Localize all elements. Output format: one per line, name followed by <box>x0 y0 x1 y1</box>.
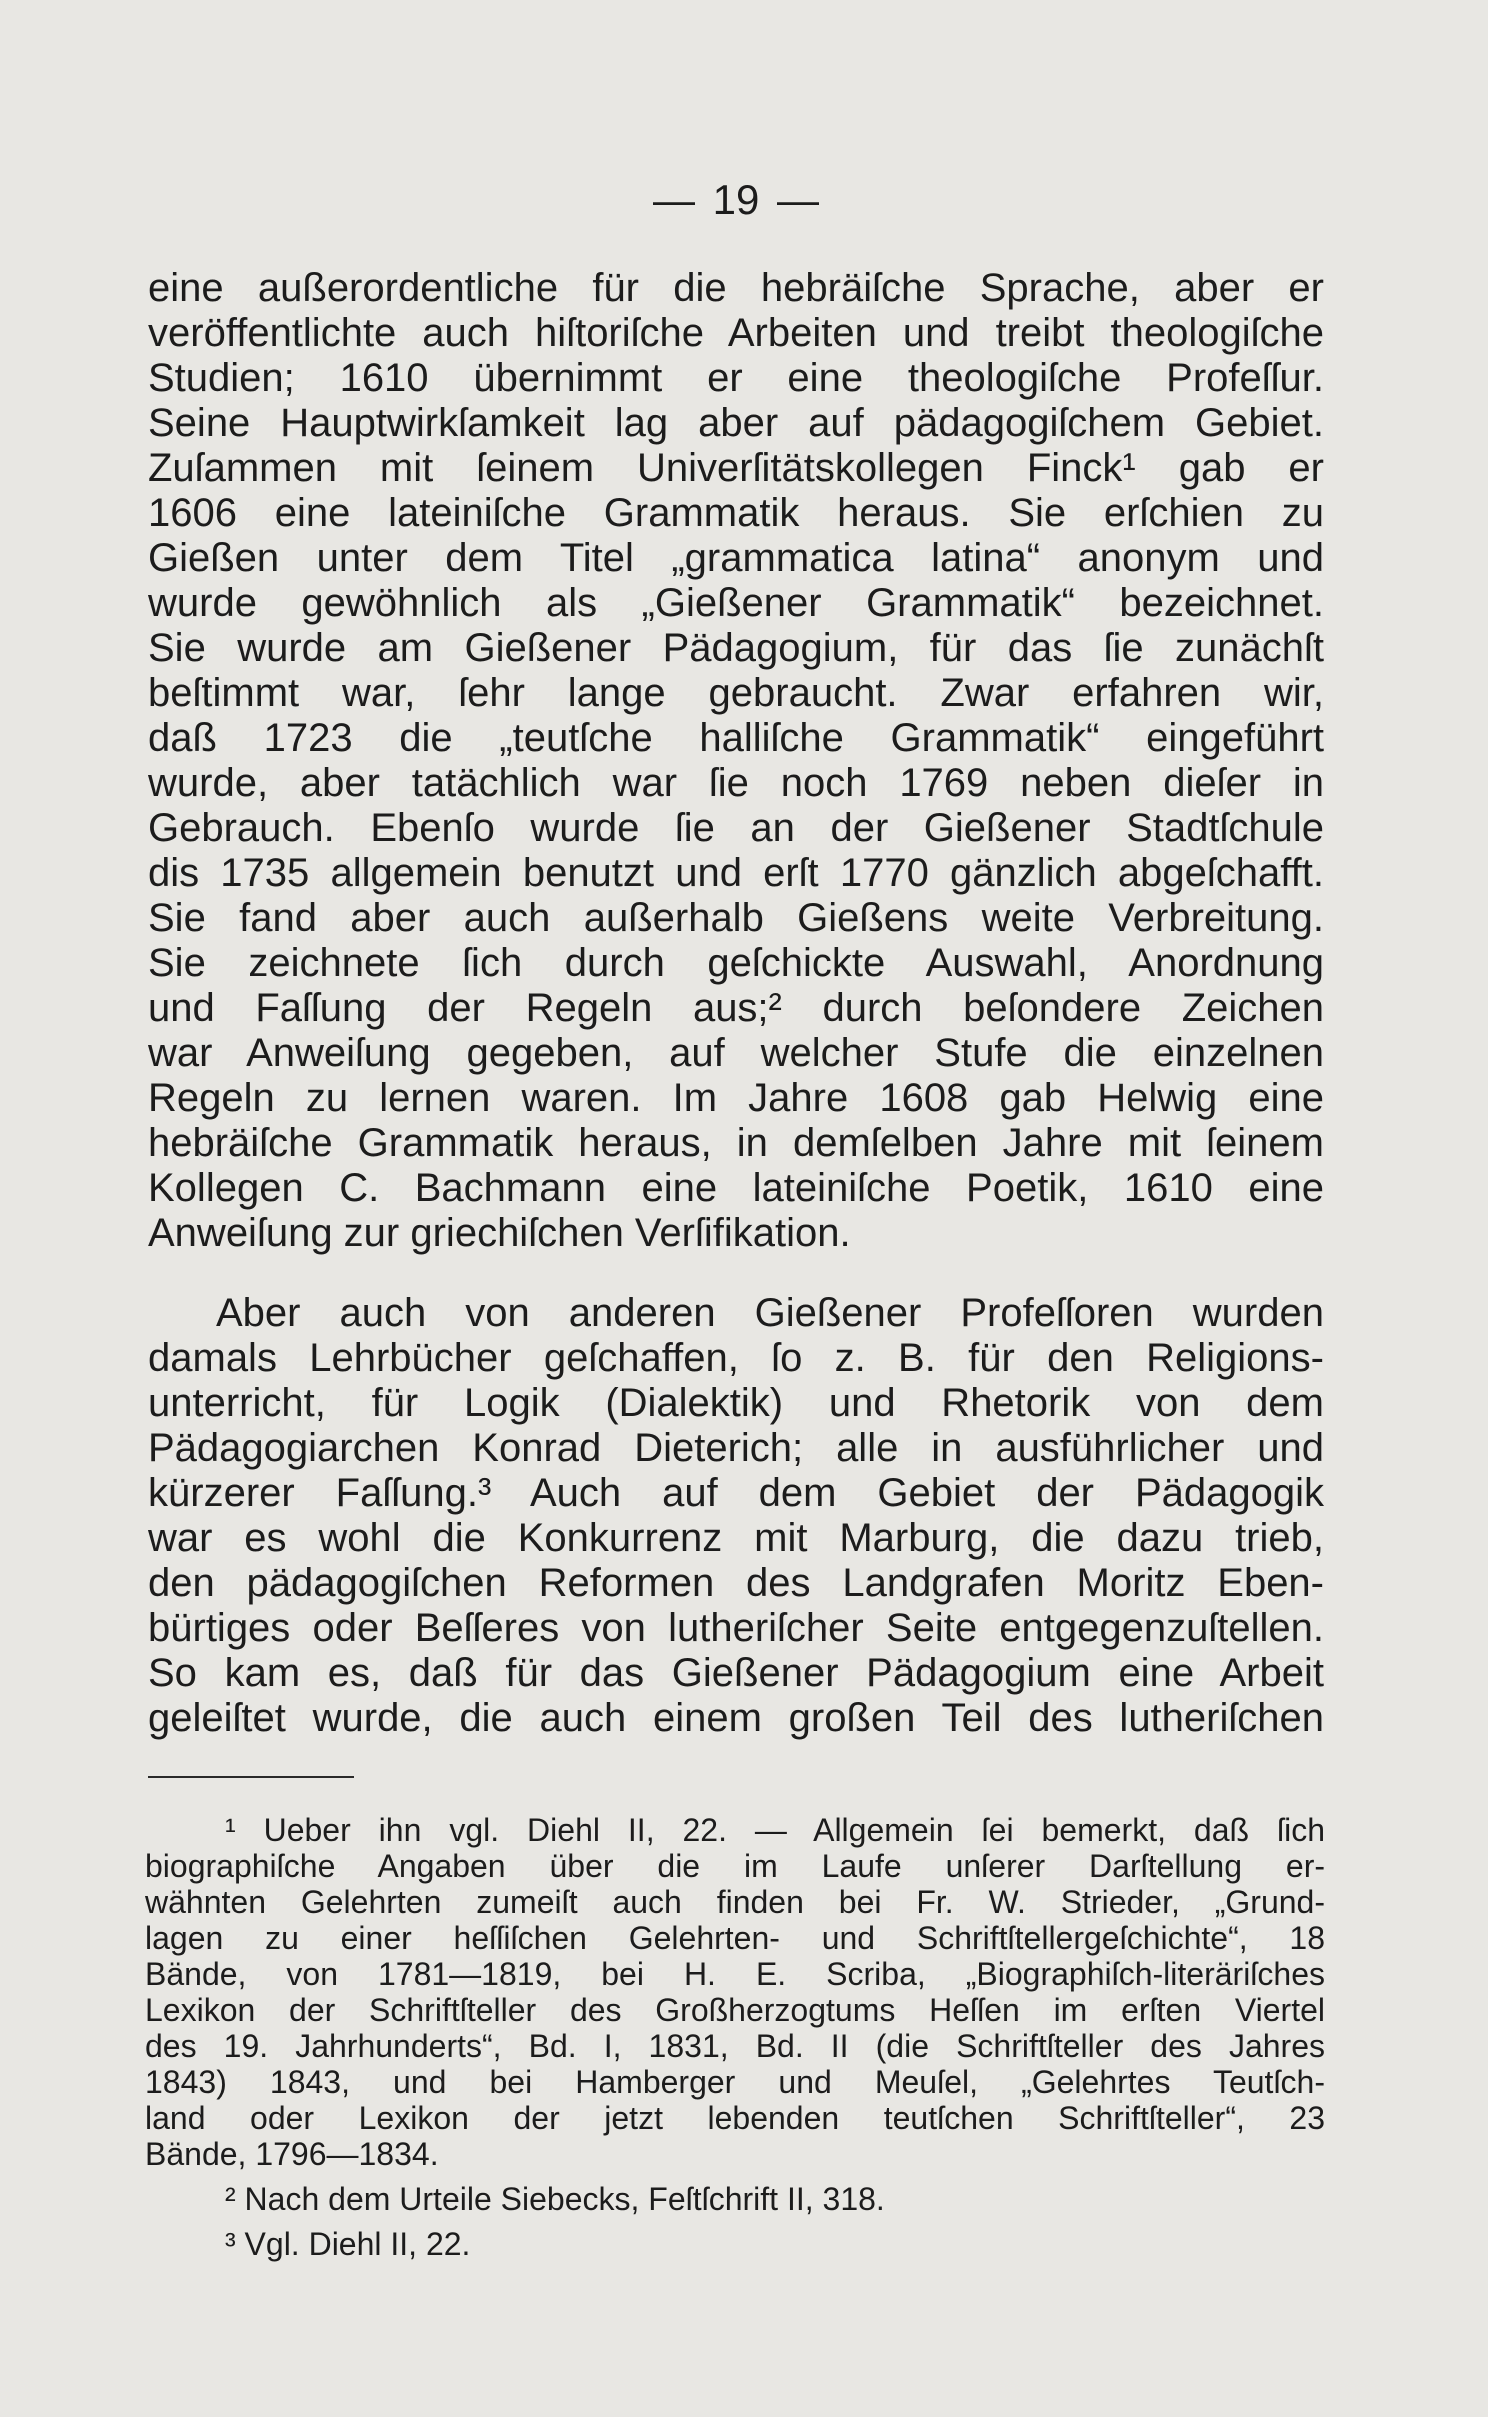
text-line: dis 1735 allgemein benutzt und erſt 1770 gänzlich abgeſchafft. <box>148 851 1324 895</box>
text-line: Sie wurde am Gießener Pädagogium, für das ſie zunächſt <box>148 626 1324 670</box>
footnote-line: wähnten Gelehrten zumeiſt auch finden bei Fr. W. Strieder, „Grund- <box>145 1884 1325 1920</box>
text-line: Sie fand aber auch außerhalb Gießens weite Verbreitung. <box>148 896 1324 940</box>
text-line: Gebrauch. Ebenſo wurde ſie an der Gießener Stadtſchule <box>148 806 1324 850</box>
text-line: Pädagogiarchen Konrad Dieterich; alle in ausführlicher und <box>148 1426 1324 1470</box>
text-line: war es wohl die Konkurrenz mit Marburg, die dazu trieb, <box>148 1516 1324 1560</box>
footnote-line-text: Vgl. Diehl II, 22. <box>244 2226 471 2262</box>
footnote-line: lagen zu einer heſſiſchen Gelehrten- und Schriftſtellergeſchichte“, 18 <box>145 1920 1325 1956</box>
footnote-line: Bände, 1796—1834. <box>145 2136 439 2172</box>
page-number: — 19 — <box>652 176 820 223</box>
footnote-line <box>145 2226 1325 2262</box>
text-line: Seine Hauptwirkſamkeit lag aber auf pädagogiſchem Gebiet. <box>148 401 1324 445</box>
text-line: Kollegen C. Bachmann eine lateiniſche Poetik, 1610 eine <box>148 1166 1324 1210</box>
text-line: hebräiſche Grammatik heraus, in demſelben Jahre mit ſeinem <box>148 1121 1324 1165</box>
text-line: beſtimmt war, ſehr lange gebraucht. Zwar erfahren wir, <box>148 671 1324 715</box>
text-line: 1606 eine lateiniſche Grammatik heraus. Sie erſchien zu <box>148 491 1324 535</box>
footnote-marker: ¹ <box>225 1812 236 1848</box>
text-line: Studien; 1610 übernimmt er eine theologiſche Profeſſur. <box>148 356 1324 400</box>
text-line: geleiſtet wurde, die auch einem großen Teil des lutheriſchen <box>148 1696 1324 1740</box>
text-line: Regeln zu lernen waren. Im Jahre 1608 gab Helwig eine <box>148 1076 1324 1120</box>
footnote-marker: ³ <box>225 2226 236 2262</box>
paragraph <box>148 1291 1324 1741</box>
text-line: Sie zeichnete ſich durch geſchickte Auswahl, Anordnung <box>148 941 1324 985</box>
text-line: damals Lehrbücher geſchaffen, ſo z. B. für den Religions- <box>148 1336 1324 1380</box>
footnote <box>145 2226 1325 2262</box>
footnote-line-text: Nach dem Urteile Siebecks, Feſtſchrift II, 318. <box>244 2181 885 2217</box>
footnote-line: des 19. Jahrhunderts“, Bd. I, 1831, Bd. II (die Schriftſteller des Jahres <box>145 2028 1325 2064</box>
text-line: eine außerordentliche für die hebräiſche Sprache, aber er <box>148 266 1324 310</box>
footnote-line: Bände, von 1781—1819, bei H. E. Scriba, „Biographiſch-literäriſches <box>145 1956 1325 1992</box>
text-line: unterricht, für Logik (Dialektik) und Rhetorik von dem <box>148 1381 1324 1425</box>
footnote-line: land oder Lexikon der jetzt lebenden teutſchen Schriftſteller“, 23 <box>145 2100 1325 2136</box>
footnote-line <box>145 1812 1325 1848</box>
text-line: kürzerer Faſſung.³ Auch auf dem Gebiet der Pädagogik <box>148 1471 1324 1515</box>
text-line: Gießen unter dem Titel „grammatica latina“ anonym und <box>148 536 1324 580</box>
text-line: Anweiſung zur griechiſchen Verſifikation. <box>148 1211 851 1255</box>
text-line: daß 1723 die „teutſche halliſche Grammatik“ eingeführt <box>148 716 1324 760</box>
text-line: wurde, aber tatächlich war ſie noch 1769 neben dieſer in <box>148 761 1324 805</box>
footnote-line-text: Ueber ihn vgl. Diehl II, 22. — Allgemein ſei bemerkt, daß ſich <box>263 1812 1325 1848</box>
text-line: So kam es, daß für das Gießener Pädagogium eine Arbeit <box>148 1651 1324 1695</box>
paragraph <box>148 266 1324 1256</box>
footnote-rule <box>148 1776 354 1778</box>
text-line: Zuſammen mit ſeinem Univerſitätskollegen Finck¹ gab er <box>148 446 1324 490</box>
footnote <box>145 1812 1325 2172</box>
text-line: Aber auch von anderen Gießener Profeſſoren wurden <box>216 1291 1324 1335</box>
text-line: war Anweiſung gegeben, auf welcher Stufe die einzelnen <box>148 1031 1324 1075</box>
footnote-marker: ² <box>225 2181 236 2217</box>
footnote-line <box>145 2181 1325 2217</box>
text-line: bürtiges oder Beſſeres von lutheriſcher Seite entgegenzuſtellen. <box>148 1606 1324 1650</box>
footnote <box>145 2181 1325 2217</box>
text-line: und Faſſung der Regeln aus;² durch beſondere Zeichen <box>148 986 1324 1030</box>
footnotes <box>145 1812 1325 2262</box>
text-line: veröffentlichte auch hiſtoriſche Arbeiten und treibt theologiſche <box>148 311 1324 355</box>
footnote-line: Lexikon der Schriftſteller des Großherzogtums Heſſen im erſten Viertel <box>145 1992 1325 2028</box>
text-line: wurde gewöhnlich als „Gießener Grammatik“ bezeichnet. <box>148 581 1324 625</box>
footnote-line: 1843) 1843, und bei Hamberger und Meuſel, „Gelehrtes Teutſch- <box>145 2064 1325 2100</box>
text-line: den pädagogiſchen Reformen des Landgrafen Moritz Eben- <box>148 1561 1324 1605</box>
footnote-line: biographiſche Angaben über die im Laufe unſerer Darſtellung er- <box>145 1848 1325 1884</box>
